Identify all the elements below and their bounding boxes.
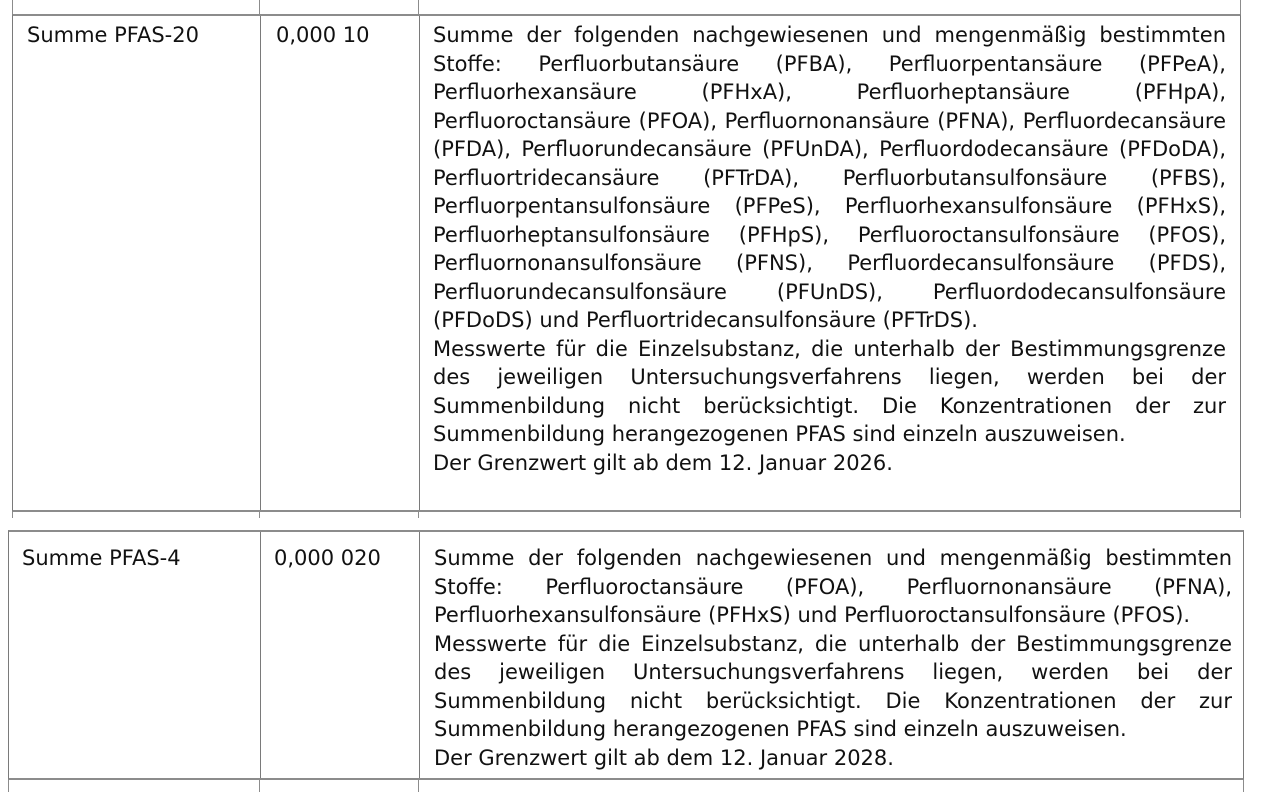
- parameter-name: Summe PFAS-4: [22, 546, 181, 570]
- description-measurement-note: Messwerte für die Einzelsubstanz, die unterhalb der Bestimmungsgrenze des jeweiligen Untersuchungsverfahrens liegen, werden bei der Summenbildung nicht berücksichtigt. Die Konzentrationen der zur Summenbildung herangezogenen PFAS sind einzeln auszuweisen.: [434, 631, 1232, 741]
- description-limit-date: Der Grenzwert gilt ab dem 12. Januar 2026.: [433, 450, 893, 475]
- border-stub: [1243, 780, 1244, 792]
- description-cell: [419, 532, 1243, 778]
- border-stub: [259, 512, 260, 518]
- border-stub: [12, 0, 13, 14]
- limit-value-cell: [260, 532, 419, 778]
- parameter-name-cell: [9, 532, 260, 778]
- border-stub: [259, 780, 260, 792]
- table-row: [9, 532, 1243, 778]
- limit-value: 0,000 020: [274, 546, 381, 570]
- description-cell: [419, 16, 1240, 510]
- limit-value: 0,000 10: [276, 23, 370, 47]
- parameter-name-cell: [13, 16, 260, 510]
- border-stub: [8, 780, 9, 792]
- description-intro: Summe der folgenden nachgewiesenen und mengenmäßig bestimmten Stoffe: Perfluorbutansäure (PFBA), Perfluorpentansäure (PFPeA), Perfluorhexansäure (PFHxA), Perfluorheptansäure (PFHpA), Perfluoroctansäure (PFOA), Perfluornonansäure (PFNA), Perfluordecansäure (PFDA), Perfluorundecansäure (PFUnDA), Perfluordodecansäure (PFDoDA), Perfluortridecansäure (PFTrDA), Perfluorbutansulfonsäure (PFBS), Perfluorpentansulfonsäure (PFPeS), Perfluorhexansulfonsäure (PFHxS), Perfluorheptansulfonsäure (PFHpS), Perfluoroctansulfonsäure (PFOS), Perfluornonansulfonsäure (PFNS), Perfluordecansulfonsäure (PFDS), Perfluorundecansulfonsäure (PFUnDS), Perfluordodecansulfonsäure (PFDoDS) und Perfluortridecansulfonsäure (PFTrDS).: [433, 23, 1226, 332]
- border-stub: [418, 780, 419, 792]
- border-stub: [1240, 0, 1241, 14]
- border-stub: [12, 512, 13, 518]
- border-stub: [418, 512, 419, 518]
- table-pfas-20: [12, 14, 1241, 512]
- description-intro: Summe der folgenden nachgewiesenen und mengenmäßig bestimmten Stoffe: Perfluoroctansäure (PFOA), Perfluornonansäure (PFNA), Perfluorhexansulfonsäure (PFHxS) und Perfluoroctansulfonsäure (PFOS).: [434, 546, 1232, 627]
- border-stub: [418, 0, 419, 14]
- parameter-name: Summe PFAS-20: [27, 23, 199, 47]
- description-limit-date: Der Grenzwert gilt ab dem 12. Januar 2028.: [434, 745, 894, 770]
- limit-value-cell: [260, 16, 419, 510]
- table-row: [13, 16, 1240, 510]
- border-stub: [1240, 512, 1241, 518]
- border-stub: [259, 0, 260, 14]
- table-pfas-4: [8, 530, 1244, 780]
- description-measurement-note: Messwerte für die Einzelsubstanz, die unterhalb der Bestimmungsgrenze des jeweiligen Untersuchungsverfahrens liegen, werden bei der Summenbildung nicht berücksichtigt. Die Konzentrationen der zur Summenbildung herangezogenen PFAS sind einzeln auszuweisen.: [433, 336, 1226, 446]
